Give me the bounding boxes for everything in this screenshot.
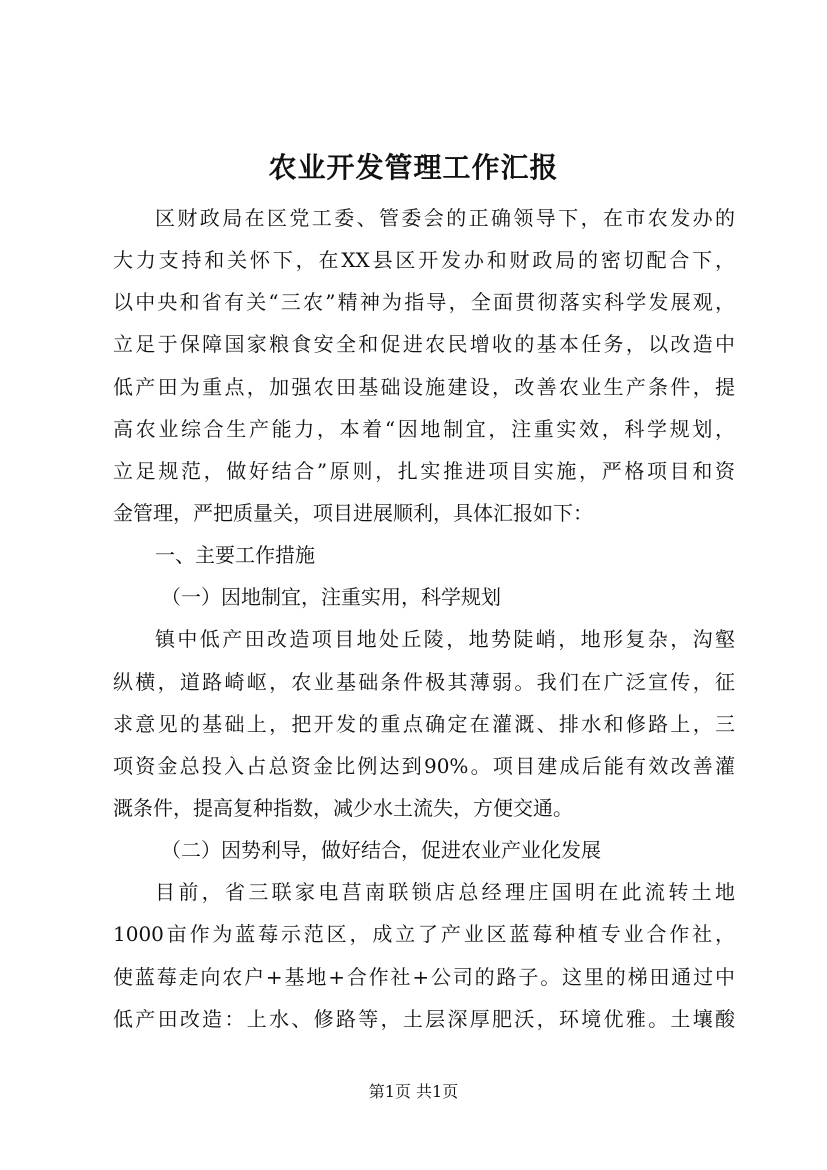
subsection-heading: （二）因势利导，做好结合，促进农业产业化发展 [161,838,601,863]
paragraph-line: 纵横，道路崎岖，农业基础条件极其薄弱。我们在广泛宣传，征 [113,669,735,694]
subsection-heading: （一）因地制宜，注重实用，科学规划 [161,585,501,610]
paragraph-line: 立足于保障国家粮食安全和促进农民增收的基本任务，以改造中 [113,332,735,357]
paragraph-line: 溉条件，提高复种指数，减少水土流失，方便交通。 [113,795,573,820]
paragraph-line: 使蓝莓走向农户+基地+合作社+公司的路子。这里的梯田通过中 [113,964,735,989]
paragraph-line: 立足规范，做好结合”原则，扎实推进项目实施，严格项目和资 [113,458,735,483]
paragraph-line: 金管理，严把质量关，项目进展顺利，具体汇报如下： [113,500,593,525]
document-title: 农业开发管理工作汇报 [268,151,559,184]
paragraph-line: 低产田改造：上水、修路等，土层深厚肥沃，环境优雅。土壤酸 [113,1006,735,1031]
paragraph-line: 区财政局在区党工委、管委会的正确领导下，在市农发办的 [155,206,735,230]
paragraph-line: 目前，省三联家电莒南联锁店总经理庄国明在此流转土地 [155,880,735,905]
paragraph-line: 以中央和省有关“三农”精神为指导，全面贯彻落实科学发展观， [113,290,735,315]
paragraph-line: 求意见的基础上，把开发的重点确定在灌溉、排水和修路上，三 [113,711,735,736]
paragraph-line: 大力支持和关怀下，在XX县区开发办和财政局的密切配合下， [113,248,735,273]
paragraph-line: 项资金总投入占总资金比例达到90%。项目建成后能有效改善灌 [113,753,735,778]
paragraph-line: 1000亩作为蓝莓示范区，成立了产业区蓝莓种植专业合作社， [113,922,735,947]
paragraph-line: 镇中低产田改造项目地处丘陵，地势陡峭，地形复杂，沟壑 [155,627,735,652]
page-number-footer: 第1页 共1页 [368,1082,459,1101]
section-heading: 一、主要工作措施 [155,543,315,568]
paragraph-line: 低产田为重点，加强农田基础设施建设，改善农业生产条件，提 [113,374,735,399]
document-body [113,197,735,1040]
paragraph-line: 高农业综合生产能力，本着“因地制宜，注重实效，科学规划， [113,416,735,441]
